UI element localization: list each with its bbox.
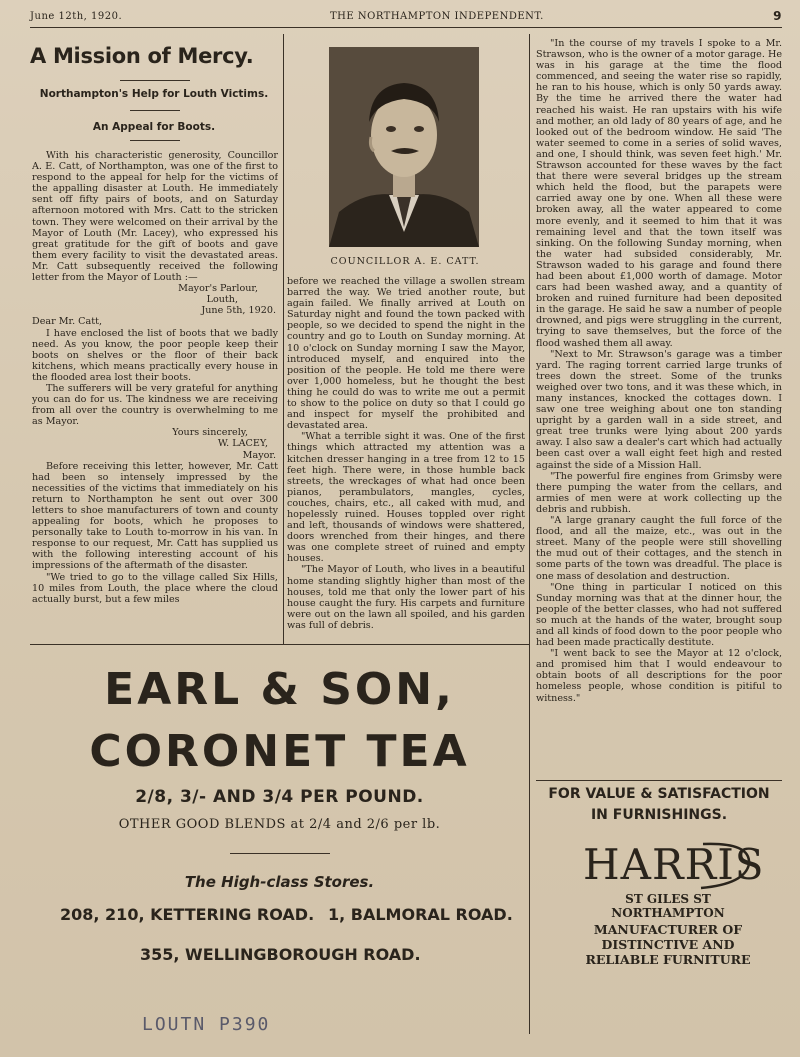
harris-logo xyxy=(583,838,765,892)
harris-name: HARRIS xyxy=(583,840,765,889)
column-divider xyxy=(529,34,530,1034)
article-column-2 xyxy=(287,276,525,641)
paragraph: Before receiving this letter, however, Mr. Catt had been so intensely impressed by the necessities of the victims that immediately on his return to Northampton he sent out over 300 letters to shoe manufacturers of town and county appealing for boots, which he proposes to personally take to Louth to-morrow in his van. In response to our request, Mr. Catt has supplied us with the following interesting account of his impressions of the aftermath of the disaster. xyxy=(32,460,278,572)
paragraph: "A large granary caught the full force of the flood, and all the maize, etc., was out in the street. Many of the people were still shovelling the mud out of their cottages, and the stench in some parts of the town was dreadful. The place is one mass of desolation and destruction. xyxy=(536,515,782,582)
letter-address-1: Mayor's Parlour, xyxy=(178,283,258,295)
letter-address-2: Louth, xyxy=(206,294,238,306)
paragraph: "In the course of my travels I spoke to a Mr. Strawson, who is the owner of a motor garage. He was in his garage at the time the flood commenced, and seeing the water rise so rapidly, he ran to his house, which is only 50 yards away. By the time he arrived there the water had reached his waist. He ran upstairs with his wife and mother, an old lady of 80 years of age, and he looked out of the bedroom window. He said 'The water seemed to come in a series of solid waves, and one, I should think, was seven feet high.' Mr. Strawson accounted for these waves by the fact that there were several bridges up the stream which held the flood, but the parapets were carried away one by one. When all these were broken away, all the water appeared to come more evenly, and it seemed to him that it was remaining level and that the town itself was sinking. On the following Sunday morning, when the water had subsided considerably, Mr. Strawson waded to his garage and found there had been about £1,000 worth of damage. Motor cars had been washed away, and a quantity of broken and ruined furniture had been deposited in the garage. He said he saw a number of people drowned, and pigs were struggling in the current, trying to save themselves, but the force of the flood washed them all away. xyxy=(536,38,782,349)
page-header xyxy=(30,9,782,25)
paragraph: I have enclosed the list of boots that we badly need. As you know, the poor people keep their boots on shelves or the floor of their back kitchens, which means practically every house in the flooded area lost their boots. xyxy=(32,327,278,383)
paragraph: before we reached the village a swollen stream barred the way. We tried another route, but again failed. We finally arrived at Louth on Saturday night and found the town packed with people, so we decided to spend the night in the country and go to Louth on Sunday morning. At 10 o'clock on Sunday morning I saw the Mayor, introduced myself, and enquired into the position of the people. He told me there were over 1,000 homeless, but he thought the best thing he could do was to write me out a permit to show to the police on duty so that I could go and inspect for myself the prohibited and devastated area. xyxy=(287,276,525,432)
paragraph: "We tried to go to the village called Six Hills, 10 miles from Louth, the place where the cloud actually burst, but a few miles xyxy=(32,571,278,605)
paragraph: "What a terrible sight it was. One of the first things which attracted my attention was a kitchen dresser hanging in a tree from 12 to 15 feet high. There were, in those humble back streets, the wreckages of what had once been pianos, perambulators, mangles, cycles, couches, chairs, etc., all caked with mud, and hopelessly ruined. Houses toppled over right and left, thousands of windows were shattered, doors wrenched from their hinges, and there was one complete street of ruined and empty houses. xyxy=(287,431,525,565)
article-title: A Mission of Mercy. xyxy=(30,44,254,68)
photo-caption: COUNCILLOR A. E. CATT. xyxy=(330,256,480,267)
paragraph: "One thing in particular I noticed on this Sunday morning was that at the dinner hour, the people of the better classes, who had not suffered so much at the hands of the water, brought soup and all kinds of food down to the poor people who had been made practically destitute. xyxy=(536,581,782,649)
paragraph: The sufferers will be very grateful for anything you can do for us. The kindness we are receiving from all over the country is overwhelming to me as Mayor. xyxy=(32,382,278,428)
article-column-3 xyxy=(536,38,782,775)
ad-address-2: 1, BALMORAL ROAD. xyxy=(328,905,513,924)
article-column-1 xyxy=(32,150,278,640)
ad-address-1: 208, 210, KETTERING ROAD. xyxy=(60,905,315,924)
ad-earl-headline: EARL & SON, xyxy=(104,664,455,715)
letter-date: June 5th, 1920. xyxy=(201,305,276,317)
ad-address-3: 355, WELLINGBOROUGH ROAD. xyxy=(140,945,421,964)
divider xyxy=(120,80,190,81)
letter-signature: W. LACEY, xyxy=(217,438,268,450)
portrait-photo xyxy=(329,47,479,247)
paragraph: "Next to Mr. Strawson's garage was a timber yard. The raging torrent carried large trunks of trees down the street. Some of the trunks weighed over two tons, and it was these which, in many instances, knocked the cottages down. I saw one tree weighing about one ton standing upright by a garden wall in a side street, and great tree trunks were lying about 200 yards away. I also saw a dealer's cart which had actually been cast over a wall eight feet high and rested against the side of a Mission Hall. xyxy=(536,348,782,471)
article-subtitle-2: An Appeal for Boots. xyxy=(92,121,216,133)
column-divider xyxy=(283,34,284,644)
ad-top-rule xyxy=(30,644,529,645)
paragraph: "I went back to see the Mayor at 12 o'clock, and promised him that I would endeavour to obtain boots of all descriptions for the poor homeless people, whose condition is pitiful to witness." xyxy=(536,648,782,704)
letter-salutation: Dear Mr. Catt, xyxy=(32,316,102,328)
letter-sign-title: Mayor. xyxy=(242,449,276,461)
article-subtitle: Northampton's Help for Louth Victims. xyxy=(39,88,269,100)
divider xyxy=(130,140,180,141)
portrait-image xyxy=(329,47,479,247)
archive-stamp: LOUTN P390 xyxy=(142,1014,271,1035)
ad-harris-tagline-2: IN FURNISHINGS. xyxy=(590,807,728,823)
harris-desc-3: RELIABLE FURNITURE xyxy=(585,952,751,967)
paragraph: "The Mayor of Louth, who lives in a beautiful home standing slightly higher than most of the houses, told me that only the lower part of his house caught the fury. His carpets and furniture were out on the lawn all spoiled, and his garden was full of debris. xyxy=(287,564,525,631)
ad-coronet-tea: CORONET TEA xyxy=(89,726,470,777)
divider xyxy=(230,853,330,854)
ad-stores: The High-class Stores. xyxy=(184,873,375,891)
ad-prices: 2/8, 3/- AND 3/4 PER POUND. xyxy=(135,787,424,807)
newspaper-name: THE NORTHAMPTON INDEPENDENT. xyxy=(330,11,544,22)
page-number: 9 xyxy=(773,9,782,23)
harris-town: NORTHAMPTON xyxy=(611,906,725,920)
harris-street: ST GILES ST xyxy=(625,892,711,906)
header-rule xyxy=(30,27,782,28)
ad-other-blends: OTHER GOOD BLENDS at 2/4 and 2/6 per lb. xyxy=(118,817,441,832)
divider xyxy=(130,110,180,111)
letter-close: Yours sincerely, xyxy=(172,427,248,439)
issue-date: June 12th, 1920. xyxy=(30,11,123,22)
ad-top-rule xyxy=(536,780,782,781)
ad-harris-tagline-1: FOR VALUE & SATISFACTION xyxy=(548,786,770,802)
ad-harris-block xyxy=(583,838,765,967)
paragraph: "The powerful fire engines from Grimsby were there pumping the water from the cellars, and armies of men were at work collecting up the debris and rubbish. xyxy=(536,470,782,515)
harris-desc-1: MANUFACTURER OF xyxy=(593,922,743,937)
paragraph: With his characteristic generosity, Councillor A. E. Catt, of Northampton, was one of the first to respond to the appeal for help for the victims of the appalling disaster at Louth. He immediately sent off fifty pairs of boots, and on Saturday afternoon motored with Mrs. Catt to the stricken town. They were welcomed on their arrival by the Mayor of Louth (Mr. Lacey), who expressed his great gratitude for the gift of boots and gave them every facility to visit the devastated areas. Mr. Catt subsequently received the following letter from the Mayor of Louth :— xyxy=(32,150,278,284)
harris-desc-2: DISTINCTIVE AND xyxy=(601,937,735,952)
